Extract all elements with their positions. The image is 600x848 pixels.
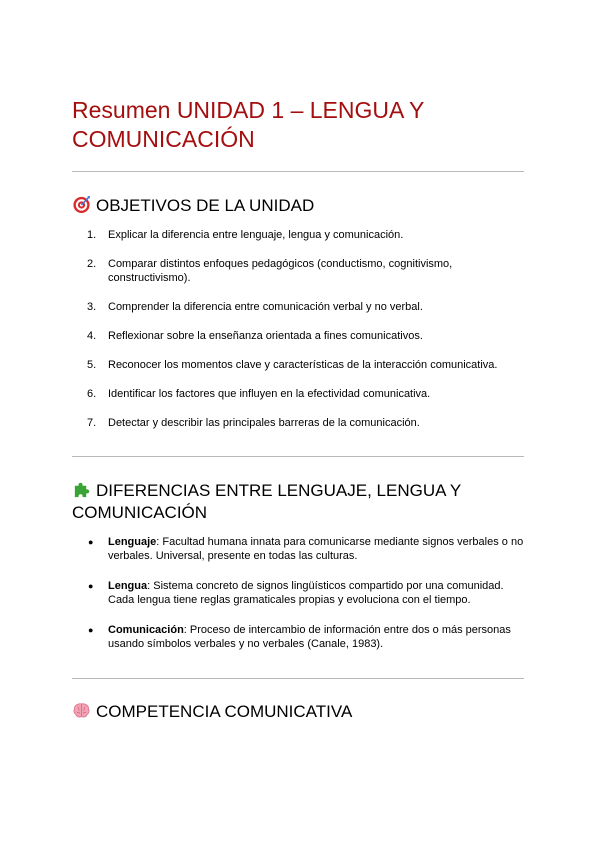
list-item: 3. Comprender la diferencia entre comunicación verbal y no verbal. xyxy=(87,301,423,313)
divider xyxy=(72,678,524,679)
list-item: 7. Detectar y describir las principales barreras de la comunicación. xyxy=(87,417,420,429)
list-item: ● Lenguaje: Facultad humana innata para comunicarse mediante signos verbales o no verbales. Universal, presente en todas las culturas. xyxy=(88,536,524,562)
section-heading-diferencias xyxy=(72,480,524,524)
brain-icon xyxy=(72,701,91,720)
bullet-icon: ● xyxy=(88,581,94,591)
definitions-list xyxy=(72,535,524,651)
list-item: 2. Comparar distintos enfoques pedagógicos (conductismo, cognitivismo, constructivismo). xyxy=(87,258,453,284)
document-page xyxy=(72,96,524,723)
section-heading-competencia xyxy=(72,701,524,723)
term: Lengua xyxy=(108,580,148,592)
document-title: Resumen UNIDAD 1 – LENGUA Y COMUNICACIÓN xyxy=(72,97,424,152)
objectives-list xyxy=(72,228,524,430)
list-item: 6. Identificar los factores que influyen en la efectividad comunicativa. xyxy=(87,388,431,400)
section-heading-objetivos xyxy=(72,195,524,217)
target-icon xyxy=(72,195,91,214)
divider xyxy=(72,171,524,172)
bullet-icon: ● xyxy=(88,625,94,635)
term: Comunicación xyxy=(108,624,184,636)
heading-text: OBJETIVOS DE LA UNIDAD xyxy=(96,196,315,215)
bullet-icon: ● xyxy=(88,537,94,547)
list-item: 5. Reconocer los momentos clave y características de la interacción comunicativa. xyxy=(87,359,498,371)
heading-text: DIFERENCIAS ENTRE LENGUAJE, LENGUA Y COMUNICACIÓN xyxy=(72,481,461,522)
heading-text: COMPETENCIA COMUNICATIVA xyxy=(96,702,353,721)
term: Lenguaje xyxy=(108,536,157,548)
list-item: 1. Explicar la diferencia entre lenguaje, lengua y comunicación. xyxy=(87,229,404,241)
list-item: ● Lengua: Sistema concreto de signos lingüísticos compartido por una comunidad. Cada lengua tiene reglas gramaticales propias y evoluciona con el tiempo. xyxy=(88,580,504,606)
divider xyxy=(72,456,524,457)
puzzle-icon xyxy=(72,480,91,499)
list-item: ● Comunicación: Proceso de intercambio de información entre dos o más personas usando símbolos verbales y no verbales (Canale, 1983). xyxy=(88,624,511,650)
list-item: 4. Reflexionar sobre la enseñanza orientada a fines comunicativos. xyxy=(87,330,423,342)
